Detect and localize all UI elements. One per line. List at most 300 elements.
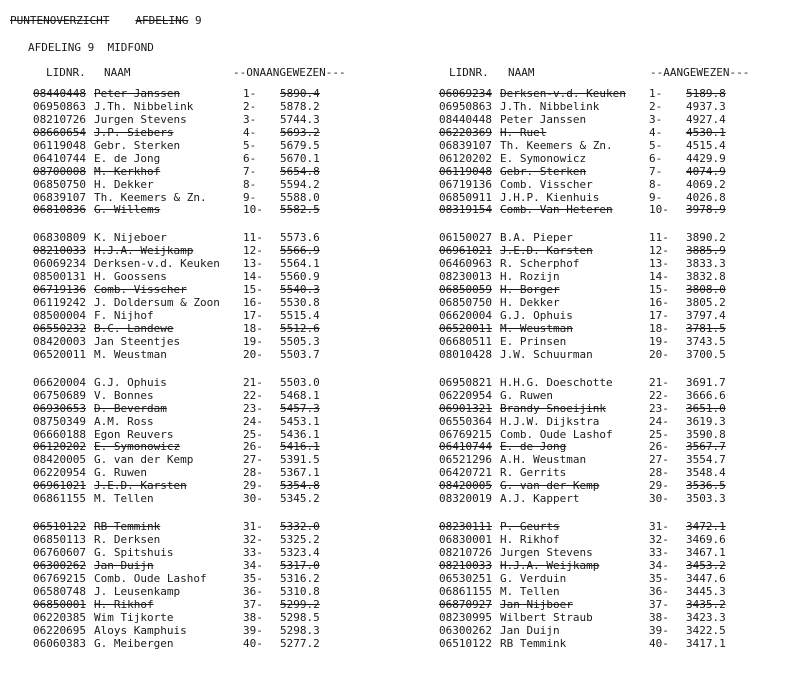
rank: 29- [649, 479, 669, 493]
member-name: P. Geurts [500, 520, 560, 534]
score: 5325.2 [280, 533, 320, 547]
score: 4069.2 [686, 177, 726, 191]
member-id: 06850001 [33, 597, 86, 611]
standings-row [33, 204, 333, 217]
member-name: D. Beverdam [94, 401, 167, 415]
member-name: Wim Tijkorte [94, 610, 174, 624]
rank: 22- [649, 388, 669, 402]
standings-block [33, 521, 333, 650]
member-id: 06850750 [33, 177, 86, 191]
score: 3567.7 [686, 440, 726, 454]
member-name: H.J.A. Weijkamp [500, 558, 600, 572]
score: 3590.8 [686, 427, 726, 441]
member-name: R. Derksen [94, 533, 161, 547]
score: 3691.7 [686, 375, 726, 389]
standings-row [439, 204, 759, 217]
member-name: M. Tellen [500, 584, 560, 598]
member-name: G. Meibergen [94, 636, 174, 650]
score: 5436.1 [280, 427, 320, 441]
standings-row [439, 166, 759, 179]
standings-row [33, 390, 333, 403]
standings-row [439, 586, 759, 599]
member-id: 06680511 [439, 334, 492, 348]
member-name: Jan Duijn [94, 558, 154, 572]
member-id: 06521296 [439, 453, 492, 467]
rank: 6- [649, 151, 663, 165]
member-id: 08750349 [33, 414, 86, 428]
score: 3885.9 [686, 244, 726, 258]
score: 5298.5 [280, 610, 320, 624]
member-id: 08230995 [439, 610, 492, 624]
score: 5582.5 [280, 203, 320, 217]
standings-row [439, 625, 759, 638]
standings-row [33, 560, 333, 573]
rank: 28- [649, 466, 669, 480]
rank: 39- [243, 623, 263, 637]
right-standings-column [439, 88, 759, 666]
score: 3422.5 [686, 623, 726, 637]
score: 5453.1 [280, 414, 320, 428]
rank: 8- [243, 177, 257, 191]
member-id: 06520011 [33, 347, 86, 361]
rank: 2- [243, 99, 257, 113]
document-subtitle: AFDELING 9 MIDFOND [28, 41, 154, 54]
member-id: 06510122 [439, 636, 492, 650]
member-name: Th. Keemers & Zn. [500, 138, 613, 152]
member-name: Comb. Van Heteren [500, 203, 613, 217]
rank: 3- [649, 112, 663, 126]
member-id: 06850750 [439, 296, 492, 310]
member-id: 08700008 [33, 164, 86, 178]
member-name: Egon Reuvers [94, 427, 174, 441]
rank: 1- [243, 87, 257, 100]
standings-row [439, 88, 759, 101]
rank: 18- [243, 321, 263, 335]
standings-block [33, 377, 333, 506]
rank: 13- [243, 257, 263, 271]
standings-block [439, 232, 759, 361]
rank: 38- [243, 610, 263, 624]
score: 5573.6 [280, 231, 320, 245]
standings-block [33, 88, 333, 217]
standings-row [33, 625, 333, 638]
score: 5588.0 [280, 190, 320, 204]
score: 5566.9 [280, 244, 320, 258]
member-name: E. de Jong [500, 440, 567, 454]
member-name: H.J.W. Dijkstra [500, 414, 600, 428]
standings-row [439, 390, 759, 403]
member-id: 06410744 [439, 440, 492, 454]
score: 5457.3 [280, 401, 320, 415]
member-id: 06069234 [33, 257, 86, 271]
member-name: H. Rikhof [94, 597, 154, 611]
left-header-lidnr: LIDNR. [46, 66, 86, 79]
member-name: H. Dekker [94, 177, 154, 191]
member-name: Jurgen Stevens [500, 546, 593, 559]
member-id: 08230111 [439, 520, 492, 534]
standings-row [33, 153, 333, 166]
score: 5503.7 [280, 347, 320, 361]
score: 3453.2 [686, 558, 726, 572]
member-name: Derksen-v.d. Keuken [500, 87, 626, 100]
member-name: G. Verduin [500, 571, 567, 585]
rank: 21- [243, 375, 263, 389]
member-name: E. Prinsen [500, 334, 567, 348]
score: 3832.8 [686, 270, 726, 284]
member-id: 08010428 [439, 347, 492, 361]
score: 3554.7 [686, 453, 726, 467]
standings-row [33, 586, 333, 599]
rank: 4- [243, 125, 257, 139]
rank: 12- [649, 244, 669, 258]
rank: 32- [649, 533, 669, 547]
member-name: G. Spitshuis [94, 546, 174, 559]
member-id: 08500004 [33, 309, 86, 322]
rank: 30- [649, 492, 669, 506]
score: 5878.2 [280, 99, 320, 113]
member-name: R. Gerrits [500, 466, 567, 480]
score: 5310.8 [280, 584, 320, 598]
score: 4927.4 [686, 112, 726, 126]
member-name: J.W. Schuurman [500, 347, 593, 361]
score: 3743.5 [686, 334, 726, 348]
score: 3833.3 [686, 257, 726, 271]
score: 5354.8 [280, 479, 320, 493]
member-id: 06850113 [33, 533, 86, 547]
standings-row [439, 153, 759, 166]
rank: 38- [649, 610, 669, 624]
rank: 4- [649, 125, 663, 139]
rank: 24- [243, 414, 263, 428]
member-id: 06870927 [439, 597, 492, 611]
rank: 2- [649, 99, 663, 113]
member-name: Jan Steentjes [94, 334, 181, 348]
score: 5317.0 [280, 558, 320, 572]
standings-row [33, 323, 333, 336]
rank: 16- [649, 296, 669, 310]
score: 3447.6 [686, 571, 726, 585]
member-id: 08660654 [33, 125, 86, 139]
rank: 24- [649, 414, 669, 428]
standings-block [439, 88, 759, 217]
score: 4530.1 [686, 125, 726, 139]
score: 3651.0 [686, 401, 726, 415]
member-name: Th. Keemers & Zn. [94, 190, 207, 204]
standings-row [439, 349, 759, 362]
standings-row [439, 547, 759, 560]
score: 5298.3 [280, 623, 320, 637]
rank: 23- [243, 401, 263, 415]
member-name: H. Goossens [94, 270, 167, 284]
standings-row [33, 140, 333, 153]
title-puntenoverzicht: PUNTENOVERZICHT [10, 14, 110, 27]
score: 3467.1 [686, 546, 726, 559]
member-name: J.E.D. Karsten [94, 479, 187, 493]
member-name: M. Weustman [94, 347, 167, 361]
member-id: 06769215 [33, 571, 86, 585]
score: 5560.9 [280, 270, 320, 284]
rank: 22- [243, 388, 263, 402]
standings-row [33, 114, 333, 127]
member-id: 06850059 [439, 283, 492, 297]
member-id: 06830001 [439, 533, 492, 547]
member-id: 06901321 [439, 401, 492, 415]
rank: 27- [649, 453, 669, 467]
score: 5693.2 [280, 125, 320, 139]
member-id: 06950863 [33, 99, 86, 113]
member-name: RB Temmink [94, 520, 161, 534]
rank: 23- [649, 401, 669, 415]
rank: 34- [649, 558, 669, 572]
score: 3445.3 [686, 584, 726, 598]
score: 4937.3 [686, 99, 726, 113]
score: 3797.4 [686, 309, 726, 322]
rank: 11- [649, 231, 669, 245]
rank: 14- [243, 270, 263, 284]
member-name: J.H.P. Kienhuis [500, 190, 600, 204]
member-id: 08210726 [33, 112, 86, 126]
standings-row [439, 336, 759, 349]
score: 4074.9 [686, 164, 726, 178]
score: 5332.0 [280, 520, 320, 534]
score: 5505.3 [280, 334, 320, 348]
member-name: G. van der Kemp [94, 453, 194, 467]
standings-row [33, 612, 333, 625]
score: 4515.4 [686, 138, 726, 152]
member-name: Comb. Visscher [94, 283, 187, 297]
standings-row [33, 403, 333, 416]
score: 3417.1 [686, 636, 726, 650]
rank: 31- [243, 520, 263, 534]
right-header-aangewezen: --AANGEWEZEN--- [650, 66, 750, 79]
member-id: 08210726 [439, 546, 492, 559]
score: 5512.6 [280, 321, 320, 335]
rank: 31- [649, 520, 669, 534]
document-title [10, 14, 202, 27]
score: 3890.2 [686, 231, 726, 245]
rank: 27- [243, 453, 263, 467]
rank: 32- [243, 533, 263, 547]
member-id: 06719136 [439, 177, 492, 191]
standings-row [439, 310, 759, 323]
rank: 17- [649, 309, 669, 322]
standings-row [439, 101, 759, 114]
rank: 36- [243, 584, 263, 598]
standings-row [33, 179, 333, 192]
rank: 7- [649, 164, 663, 178]
member-name: H. Dekker [500, 296, 560, 310]
member-id: 06839107 [33, 190, 86, 204]
rank: 15- [243, 283, 263, 297]
score: 5367.1 [280, 466, 320, 480]
member-id: 08319154 [439, 203, 492, 217]
title-afdeling: AFDELING 9 [135, 14, 202, 27]
standings-row [33, 416, 333, 429]
standings-row [33, 493, 333, 506]
member-name: J. Doldersum & Zoon [94, 296, 220, 310]
score: 5679.5 [280, 138, 320, 152]
rank: 36- [649, 584, 669, 598]
member-name: M. Kerkhof [94, 164, 161, 178]
rank: 35- [649, 571, 669, 585]
member-name: Wilbert Straub [500, 610, 593, 624]
score: 3472.1 [686, 520, 726, 534]
member-name: R. Scherphof [500, 257, 580, 271]
member-name: Aloys Kamphuis [94, 623, 187, 637]
member-name: A.H. Weustman [500, 453, 587, 467]
member-name: Comb. Oude Lashof [500, 427, 613, 441]
member-name: G. Ruwen [94, 466, 147, 480]
member-id: 06961021 [33, 479, 86, 493]
standings-row [439, 323, 759, 336]
rank: 3- [243, 112, 257, 126]
rank: 6- [243, 151, 257, 165]
score: 3805.2 [686, 296, 726, 310]
member-name: J.P. Siebers [94, 125, 174, 139]
score: 3435.2 [686, 597, 726, 611]
rank: 9- [649, 190, 663, 204]
score: 5277.2 [280, 636, 320, 650]
rank: 25- [243, 427, 263, 441]
member-id: 08420005 [33, 453, 86, 467]
standings-row [439, 638, 759, 651]
rank: 33- [649, 546, 669, 559]
member-name: H. Rozijn [500, 270, 560, 284]
member-id: 06300262 [33, 558, 86, 572]
standings-row [439, 573, 759, 586]
score: 5564.1 [280, 257, 320, 271]
score: 5468.1 [280, 388, 320, 402]
member-id: 08210033 [33, 244, 86, 258]
rank: 35- [243, 571, 263, 585]
rank: 39- [649, 623, 669, 637]
member-id: 06719136 [33, 283, 86, 297]
member-id: 08420003 [33, 334, 86, 348]
score: 5189.8 [686, 87, 726, 100]
score: 5540.3 [280, 283, 320, 297]
member-id: 06861155 [33, 492, 86, 506]
standings-row [33, 336, 333, 349]
rank: 20- [243, 347, 263, 361]
rank: 33- [243, 546, 263, 559]
score: 5299.2 [280, 597, 320, 611]
member-id: 06550364 [439, 414, 492, 428]
score: 5391.5 [280, 453, 320, 467]
score: 3978.9 [686, 203, 726, 217]
member-id: 06810836 [33, 203, 86, 217]
member-name: J. Leusenkamp [94, 584, 181, 598]
member-name: B.A. Pieper [500, 231, 573, 245]
member-id: 06580748 [33, 584, 86, 598]
member-id: 06060383 [33, 636, 86, 650]
standings-row [33, 166, 333, 179]
member-name: Gebr. Sterken [500, 164, 587, 178]
left-header-naam: NAAM [104, 66, 131, 79]
member-name: Peter Janssen [500, 112, 587, 126]
member-name: E. Symonowicz [500, 151, 587, 165]
rank: 25- [649, 427, 669, 441]
standings-row [439, 114, 759, 127]
standings-row [33, 599, 333, 612]
left-header-onaangewezen: --ONAANGEWEZEN--- [233, 66, 346, 79]
member-name: Gebr. Sterken [94, 138, 181, 152]
member-id: 06119048 [439, 164, 492, 178]
score: 3536.5 [686, 479, 726, 493]
member-name: M. Weustman [500, 321, 573, 335]
member-name: G.J. Ophuis [94, 375, 167, 389]
rank: 26- [243, 440, 263, 454]
score: 4026.8 [686, 190, 726, 204]
member-id: 06839107 [439, 138, 492, 152]
score: 5316.2 [280, 571, 320, 585]
standings-block [439, 521, 759, 650]
member-id: 06830809 [33, 231, 86, 245]
standings-row [439, 612, 759, 625]
member-id: 06950863 [439, 99, 492, 113]
rank: 19- [243, 334, 263, 348]
standings-row [33, 638, 333, 651]
member-id: 06530251 [439, 571, 492, 585]
rank: 10- [243, 203, 263, 217]
rank: 21- [649, 375, 669, 389]
rank: 10- [649, 203, 669, 217]
standings-row [439, 127, 759, 140]
score: 5345.2 [280, 492, 320, 506]
member-id: 06850911 [439, 190, 492, 204]
standings-row [439, 599, 759, 612]
standings-block [33, 232, 333, 361]
score: 3619.3 [686, 414, 726, 428]
rank: 9- [243, 190, 257, 204]
standings-row [439, 140, 759, 153]
rank: 5- [649, 138, 663, 152]
member-id: 06120202 [439, 151, 492, 165]
member-id: 08440448 [33, 87, 86, 100]
standings-row [33, 349, 333, 362]
rank: 34- [243, 558, 263, 572]
member-id: 08420005 [439, 479, 492, 493]
member-name: Jurgen Stevens [94, 112, 187, 126]
member-id: 06620004 [439, 309, 492, 322]
member-name: H. Rikhof [500, 533, 560, 547]
score: 3700.5 [686, 347, 726, 361]
member-id: 06950821 [439, 375, 492, 389]
score: 3503.3 [686, 492, 726, 506]
member-id: 06620004 [33, 375, 86, 389]
member-id: 06069234 [439, 87, 492, 100]
standings-row [33, 573, 333, 586]
score: 5530.8 [280, 296, 320, 310]
score: 5515.4 [280, 309, 320, 322]
rank: 5- [243, 138, 257, 152]
member-id: 06760607 [33, 546, 86, 559]
rank: 29- [243, 479, 263, 493]
standings-row [439, 403, 759, 416]
score: 3469.6 [686, 533, 726, 547]
member-id: 06750689 [33, 388, 86, 402]
rank: 20- [649, 347, 669, 361]
standings-row [33, 101, 333, 114]
member-id: 06150027 [439, 231, 492, 245]
member-id: 08320019 [439, 492, 492, 506]
score: 3548.4 [686, 466, 726, 480]
score: 5323.4 [280, 546, 320, 559]
member-id: 06120202 [33, 440, 86, 454]
member-name: E. Symonowicz [94, 440, 181, 454]
left-standings-column [33, 88, 333, 666]
standings-row [33, 547, 333, 560]
member-id: 08210033 [439, 558, 492, 572]
